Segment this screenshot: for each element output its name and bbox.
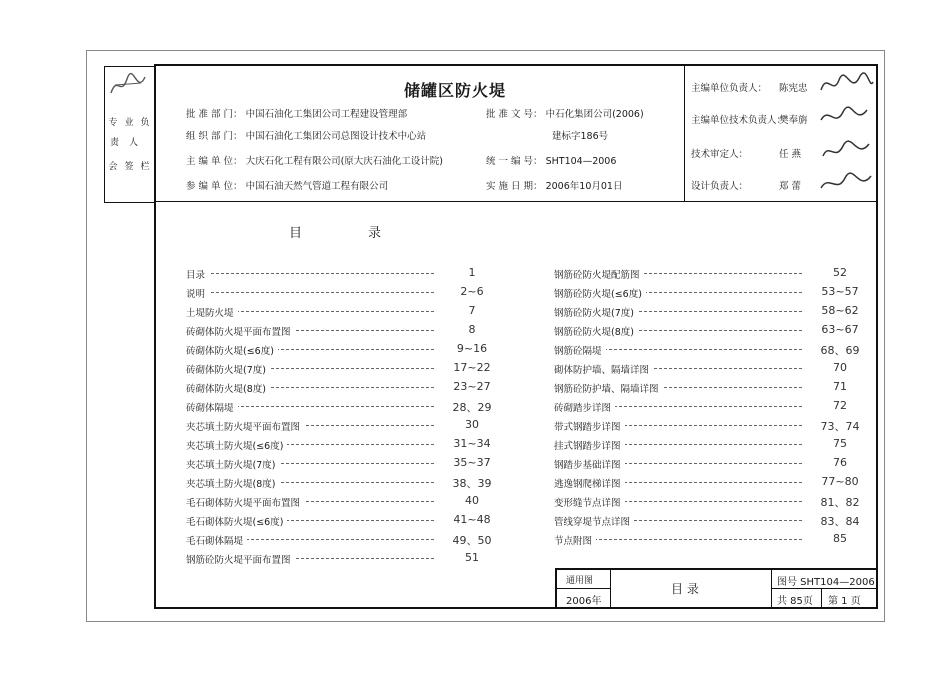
toc-entry[interactable]: 夹芯填土防火堤(≤6度) 31~34 bbox=[186, 437, 491, 452]
toc-entry[interactable]: 钢筋砼隔堤 68、69 bbox=[554, 344, 860, 357]
sheet-title: 目 录 bbox=[671, 582, 699, 596]
header-row-approval-no-2: 建标字186号 bbox=[552, 131, 609, 142]
header-row-co-editor: 参 编 单 位： 中国石油天然气管道工程有限公司 bbox=[186, 181, 389, 192]
header-row-approval-no: 批 准 文 号： 中石化集团公司(2006) bbox=[486, 109, 644, 120]
toc-entry[interactable]: 钢筋砼防火堤平面布置图 51 bbox=[186, 551, 479, 566]
toc-left-column bbox=[186, 264, 502, 568]
drawing-frame bbox=[154, 64, 878, 609]
toc-entry[interactable]: 夹芯填土防火堤(8度) 38、39 bbox=[186, 477, 492, 490]
toc-entry[interactable]: 砖砌体隔堤 28、29 bbox=[186, 401, 492, 414]
toc-entry[interactable]: 夹芯填土防火堤平面布置图 30 bbox=[186, 418, 479, 433]
toc-entry[interactable]: 钢筋砼防护墙、隔墙详图 71 bbox=[554, 380, 847, 395]
toc-entry[interactable]: 钢筋砼防火堤(7度) 58~62 bbox=[554, 304, 859, 319]
header-row-approving-dept: 批 准 部 门： 中国石油化工集团公司工程建设管理部 bbox=[186, 109, 408, 120]
stamp-row-3: 会 签 栏 bbox=[108, 162, 150, 172]
handwritten-signatures-icon bbox=[817, 70, 875, 198]
toc-entry[interactable]: 毛石砌体防火堤平面布置图 40 bbox=[186, 494, 479, 509]
header-block bbox=[156, 66, 876, 202]
toc-entry[interactable]: 目录 1 bbox=[186, 266, 476, 281]
header-row-effective-date: 实 施 日 期： 2006年10月01日 bbox=[486, 181, 623, 192]
current-page: 第 1 页 bbox=[828, 596, 861, 607]
toc-entry[interactable]: 节点附图 85 bbox=[554, 532, 847, 547]
toc-entry[interactable]: 逃逸钢爬梯详图 77~80 bbox=[554, 475, 859, 490]
stamp-row-1: 专 业 负 bbox=[108, 118, 150, 128]
toc-entry[interactable]: 砖砌体防火堤(7度) 17~22 bbox=[186, 361, 491, 376]
toc-entry[interactable]: 砖砌体防火堤(≤6度) 9~16 bbox=[186, 342, 488, 357]
toc-entry[interactable]: 钢筋砼防火堤(≤6度) 53~57 bbox=[554, 285, 859, 300]
toc-entry[interactable]: 毛石砌体防火堤(≤6度) 41~48 bbox=[186, 513, 491, 528]
signature-seal-icon bbox=[107, 71, 149, 99]
toc-entry[interactable]: 夹芯填土防火堤(7度) 35~37 bbox=[186, 456, 491, 471]
atlas-year: 2006年 bbox=[566, 596, 602, 607]
page-title: 储罐区防火堤 bbox=[404, 81, 507, 100]
toc-entry[interactable]: 砖砌体防火堤(8度) 23~27 bbox=[186, 380, 491, 395]
toc-entry[interactable]: 钢筋砼防火堤(8度) 63~67 bbox=[554, 323, 859, 338]
header-row-chief-editor: 主 编 单 位： 大庆石化工程有限公司(原大庆石油化工设计院) bbox=[186, 156, 444, 167]
responsible-persons-block: 主编单位负责人： 陈宪忠 主编单位技术负责人： 樊奉旃 技术审定人： 任 燕 设计负责人： 郑 蕾 bbox=[684, 66, 877, 201]
atlas-type: 通用图 bbox=[566, 576, 594, 586]
header-row-unified-no: 统 一 编 号： SHT104—2006 bbox=[486, 156, 617, 167]
toc-entry[interactable]: 钢筋砼防火堤配筋图 52 bbox=[554, 266, 847, 281]
toc-entry[interactable]: 带式钢踏步详图 73、74 bbox=[554, 420, 860, 433]
toc-entry[interactable]: 说明 2~6 bbox=[186, 285, 484, 300]
title-block bbox=[555, 568, 876, 607]
toc-entry[interactable]: 土堤防火堤 7 bbox=[186, 304, 476, 319]
toc-entry[interactable]: 挂式钢踏步详图 75 bbox=[554, 437, 847, 452]
header-row-organizing-dept: 组 织 部 门： 中国石油化工集团公司总图设计技术中心站 bbox=[186, 131, 427, 142]
toc-right-column bbox=[554, 264, 870, 549]
stamp-row-2: 责 人 bbox=[109, 138, 138, 148]
toc-entry[interactable]: 砖砌踏步详图 72 bbox=[554, 399, 847, 414]
total-pages: 共 85页 bbox=[777, 596, 813, 607]
figure-number: 图号 SHT104—2006 bbox=[777, 577, 875, 588]
toc-title-left: 目 bbox=[289, 226, 303, 241]
toc-entry[interactable]: 钢踏步基础详图 76 bbox=[554, 456, 847, 471]
toc-entry[interactable]: 变形缝节点详图 81、82 bbox=[554, 496, 860, 509]
toc-entry[interactable]: 毛石砌体隔堤 49、50 bbox=[186, 534, 492, 547]
approval-stamp-column bbox=[104, 66, 154, 203]
toc-entry[interactable]: 砖砌体防火堤平面布置图 8 bbox=[186, 323, 476, 338]
toc-entry[interactable]: 砌体防护墙、隔墙详图 70 bbox=[554, 361, 847, 376]
toc-title-right: 录 bbox=[368, 226, 382, 241]
toc-entry[interactable]: 管线穿堤节点详图 83、84 bbox=[554, 515, 860, 528]
